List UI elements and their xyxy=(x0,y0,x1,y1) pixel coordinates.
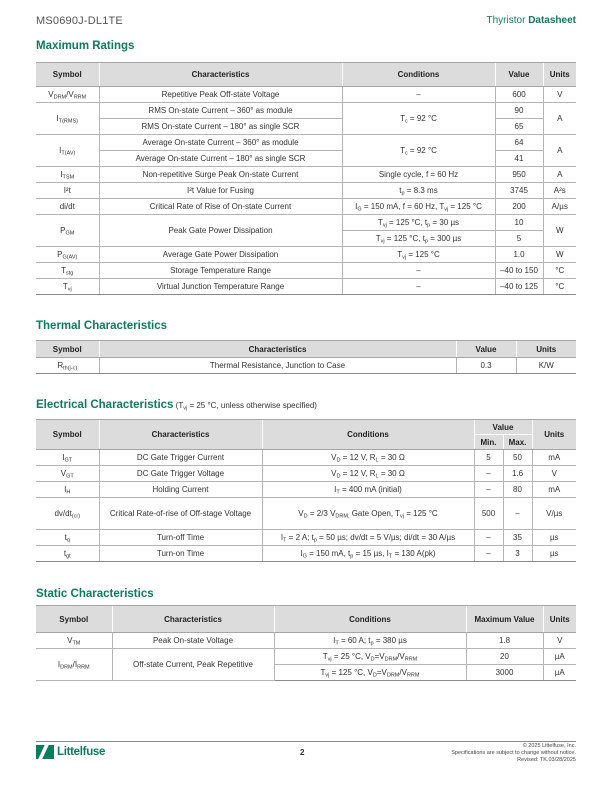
characteristic-cell: RMS On-state Current – 180° as single SCR xyxy=(99,119,342,135)
value-cell: –40 to 125 xyxy=(495,279,543,295)
condition-cell: $T_{vj} = 125$ °C, $t_p = 300$ µs xyxy=(342,231,495,247)
characteristic-cell: DC Gate Trigger Voltage xyxy=(99,466,262,482)
table-row xyxy=(36,279,576,295)
characteristic-cell: DC Gate Trigger Current xyxy=(99,450,262,466)
table-header-row xyxy=(36,341,576,358)
electrical-table xyxy=(36,419,576,562)
characteristic-cell: Critical Rate of Rise of On-state Current xyxy=(99,199,342,215)
electrical-title: Electrical Characteristics ($T_{vj} = 25$ °C, unless otherwise specified) xyxy=(36,399,317,412)
characteristic-cell: Repetitive Peak Off-state Voltage xyxy=(99,87,342,103)
copyright: © 2025 Littelfuse, Inc. xyxy=(522,743,576,749)
min-cell: 5 xyxy=(474,450,503,466)
col-header: Units xyxy=(532,420,576,450)
symbol-cell: $I_{T(RMS)}$ xyxy=(36,103,99,135)
max-cell: 1.6 xyxy=(503,466,532,482)
table-row xyxy=(36,151,576,167)
symbol-cell: $V_{GT}$ xyxy=(36,466,99,482)
min-cell: – xyxy=(474,546,503,562)
condition-cell: $V_D = 12$ V, $R_L = 30$ Ω xyxy=(262,466,474,482)
characteristic-cell: Non-repetitive Surge Peak On-state Current xyxy=(99,167,342,183)
table-row xyxy=(36,135,576,151)
condition-cell: $V_D = 2/3$ $V_{DRM,}$ Gate Open, $T_{vj} = 125$ °C xyxy=(262,498,474,530)
characteristic-cell: Virtual Junction Temperature Range xyxy=(99,279,342,295)
unit-cell: °C xyxy=(543,279,576,295)
page-number: 2 xyxy=(300,748,305,757)
characteristic-cell: Turn-off Time xyxy=(99,530,262,546)
condition-cell: $V_D = 12$ V, $R_L = 30$ Ω xyxy=(262,450,474,466)
unit-cell: µA xyxy=(543,649,576,665)
symbol-cell: $I_H$ xyxy=(36,482,99,498)
condition-cell: – xyxy=(342,279,495,295)
symbol-cell: di/dt xyxy=(36,199,99,215)
value-cell: 3745 xyxy=(495,183,543,199)
unit-cell: A xyxy=(543,103,576,135)
unit-cell: mA xyxy=(532,482,576,498)
condition-cell: $T_{vj} = 125$ °C, $V_D=V_{DRM}/V_{RRM}$ xyxy=(274,665,466,681)
value-cell: –40 to 150 xyxy=(495,263,543,279)
condition-cell: $T_{vj} = 25$ °C, $V_D=V_{DRM}/V_{RRM}$ xyxy=(274,649,466,665)
littelfuse-logo xyxy=(36,744,105,760)
col-header: Value xyxy=(474,420,532,435)
min-cell: – xyxy=(474,482,503,498)
table-row xyxy=(36,358,576,374)
characteristic-cell: Off-state Current, Peak Repetitive xyxy=(112,649,274,681)
value-cell: 64 xyxy=(495,135,543,151)
characteristic-cell: Storage Temperature Range xyxy=(99,263,342,279)
symbol-cell: $I_{GT}$ xyxy=(36,450,99,466)
unit-cell: µs xyxy=(532,530,576,546)
condition-cell: $I_T = 2$ A; $t_p = 50$ µs; dv/dt = 5 V/µs; di/dt = 30 A/µs xyxy=(262,530,474,546)
condition-cell: $T_c = 92$ °C xyxy=(342,135,495,167)
col-header: Characteristics xyxy=(99,420,262,450)
thermal-title: Thermal Characteristics xyxy=(36,320,168,332)
unit-cell: W xyxy=(543,215,576,247)
footer-divider xyxy=(36,741,576,742)
symbol-cell: $I_{DRM}/I_{RRM}$ xyxy=(36,649,112,681)
doc-type-prefix: Thyristor xyxy=(486,15,529,26)
col-header: Symbol xyxy=(36,606,112,633)
symbol-cell: $P_{GM}$ xyxy=(36,215,99,247)
table-row xyxy=(36,546,576,562)
symbol-cell: $V_{TM}$ xyxy=(36,633,112,649)
value-cell: 5 xyxy=(495,231,543,247)
condition-cell: $T_{vj} = 125$ °C xyxy=(342,247,495,263)
characteristic-cell: Critical Rate-of-rise of Off-stage Voltage xyxy=(99,498,262,530)
max-cell: 50 xyxy=(503,450,532,466)
col-header: Symbol xyxy=(36,63,99,87)
symbol-cell: $I_{TSM}$ xyxy=(36,167,99,183)
value-cell: 90 xyxy=(495,103,543,119)
symbol-cell: $dv/dt_{(cr)}$ xyxy=(36,498,99,530)
table-row xyxy=(36,183,576,199)
characteristic-cell: Average Gate Power Dissipation xyxy=(99,247,342,263)
value-cell: 65 xyxy=(495,119,543,135)
table-row xyxy=(36,466,576,482)
footer-notice xyxy=(451,743,576,764)
unit-cell: A/µs xyxy=(543,199,576,215)
unit-cell: V/µs xyxy=(532,498,576,530)
unit-cell: A²s xyxy=(543,183,576,199)
revision: Revised: TK.03/28/2025 xyxy=(517,757,576,764)
characteristic-cell: Thermal Resistance, Junction to Case xyxy=(99,358,456,374)
value-cell: 600 xyxy=(495,87,543,103)
symbol-cell: $t_{gt}$ xyxy=(36,546,99,562)
unit-cell: °C xyxy=(543,263,576,279)
table-row xyxy=(36,215,576,231)
table-row xyxy=(36,247,576,263)
unit-cell: µA xyxy=(543,665,576,681)
table-row xyxy=(36,498,576,530)
col-header: Symbol xyxy=(36,341,99,358)
condition-cell: – xyxy=(342,87,495,103)
col-header: Max. xyxy=(503,435,532,450)
symbol-cell: $t_q$ xyxy=(36,530,99,546)
symbol-cell: I²t xyxy=(36,183,99,199)
col-header: Characteristics xyxy=(99,63,342,87)
col-header: Units xyxy=(543,606,576,633)
table-row xyxy=(36,119,576,135)
table-row xyxy=(36,167,576,183)
unit-cell: W xyxy=(543,247,576,263)
unit-cell: V xyxy=(543,87,576,103)
col-header: Maximum Value xyxy=(466,606,543,633)
unit-cell: V xyxy=(532,466,576,482)
col-header: Symbol xyxy=(36,420,99,450)
characteristic-cell: Peak Gate Power Dissipation xyxy=(99,215,342,247)
value-cell: 950 xyxy=(495,167,543,183)
table-row xyxy=(36,649,576,665)
brand-name: Littelfuse xyxy=(57,746,106,758)
value-cell: 20 xyxy=(466,649,543,665)
condition-cell: $t_p = 8.3$ ms xyxy=(342,183,495,199)
unit-cell: A xyxy=(543,135,576,167)
table-row xyxy=(36,263,576,279)
table-row xyxy=(36,530,576,546)
value-cell: 3000 xyxy=(466,665,543,681)
document-type xyxy=(487,15,576,26)
condition-cell: Single cycle, f = 60 Hz xyxy=(342,167,495,183)
characteristic-cell: Average On-state Current – 360° as module xyxy=(99,135,342,151)
characteristic-cell: Average On-state Current – 180° as single SCR xyxy=(99,151,342,167)
characteristic-cell: I²t Value for Fusing xyxy=(99,183,342,199)
min-cell: 500 xyxy=(474,498,503,530)
unit-cell: µs xyxy=(532,546,576,562)
characteristic-cell: RMS On-state Current – 360° as module xyxy=(99,103,342,119)
col-header: Conditions xyxy=(342,63,495,87)
characteristic-cell: Turn-on Time xyxy=(99,546,262,562)
thermal-table xyxy=(36,340,576,374)
table-row xyxy=(36,87,576,103)
condition-cell: $I_T = 60$ A; $t_p = 380$ µs xyxy=(274,633,466,649)
characteristic-cell: Holding Current xyxy=(99,482,262,498)
electrical-subtitle: ($T_{vj} = 25$ °C, unless otherwise specified) xyxy=(173,401,317,412)
symbol-cell: $T_{vj}$ xyxy=(36,279,99,295)
condition-cell: – xyxy=(342,263,495,279)
doc-type-bold: Datasheet xyxy=(528,15,576,26)
col-header: Characteristics xyxy=(112,606,274,633)
value-cell: 10 xyxy=(495,215,543,231)
table-header-row xyxy=(36,420,576,435)
condition-cell: $I_T = 400$ mA (initial) xyxy=(262,482,474,498)
value-cell: 0.3 xyxy=(456,358,516,374)
table-row xyxy=(36,199,576,215)
symbol-cell: $R_{th(j-c)}$ xyxy=(36,358,99,374)
col-header: Units xyxy=(543,63,576,87)
symbol-cell: $V_{DRM}/V_{RRM}$ xyxy=(36,87,99,103)
characteristic-cell: Peak On-state Voltage xyxy=(112,633,274,649)
max-cell: 35 xyxy=(503,530,532,546)
table-row xyxy=(36,450,576,466)
col-header: Units xyxy=(516,341,576,358)
condition-cell: $I_G = 150$ mA, $t_p = 15$ µs, $I_T = 130$ A(pk) xyxy=(262,546,474,562)
value-cell: 1.0 xyxy=(495,247,543,263)
value-cell: 1.8 xyxy=(466,633,543,649)
symbol-cell: $I_{T(AV)}$ xyxy=(36,135,99,167)
col-header: Value xyxy=(456,341,516,358)
min-cell: – xyxy=(474,530,503,546)
symbol-cell: $T_{stg}$ xyxy=(36,263,99,279)
static-title: Static Characteristics xyxy=(36,588,154,600)
littelfuse-logo-icon xyxy=(36,745,54,759)
value-cell: 41 xyxy=(495,151,543,167)
condition-cell: $T_{vj} = 125$ °C, $t_p = 30$ µs xyxy=(342,215,495,231)
condition-cell: $I_G = 150$ mA, f = 60 Hz, $T_{vj} = 125$ °C xyxy=(342,199,495,215)
col-header: Characteristics xyxy=(99,341,456,358)
symbol-cell: $P_{G(AV)}$ xyxy=(36,247,99,263)
unit-cell: A xyxy=(543,167,576,183)
min-cell: – xyxy=(474,466,503,482)
table-row xyxy=(36,482,576,498)
value-cell: 200 xyxy=(495,199,543,215)
unit-cell: V xyxy=(543,633,576,649)
col-header: Conditions xyxy=(274,606,466,633)
col-header: Min. xyxy=(474,435,503,450)
change-notice: Specifications are subject to change without notice. xyxy=(451,750,576,757)
condition-cell: $T_c = 92$ °C xyxy=(342,103,495,135)
max-ratings-table xyxy=(36,62,576,295)
max-cell: 80 xyxy=(503,482,532,498)
max-cell: 3 xyxy=(503,546,532,562)
table-row xyxy=(36,103,576,119)
table-header-row xyxy=(36,63,576,87)
max-ratings-title: Maximum Ratings xyxy=(36,40,135,52)
max-cell: – xyxy=(503,498,532,530)
part-number: MS0690J-DL1TE xyxy=(36,15,123,27)
table-row xyxy=(36,633,576,649)
unit-cell: mA xyxy=(532,450,576,466)
unit-cell: K/W xyxy=(516,358,576,374)
table-header-row xyxy=(36,606,576,633)
col-header: Conditions xyxy=(262,420,474,450)
col-header: Value xyxy=(495,63,543,87)
static-table xyxy=(36,605,576,681)
